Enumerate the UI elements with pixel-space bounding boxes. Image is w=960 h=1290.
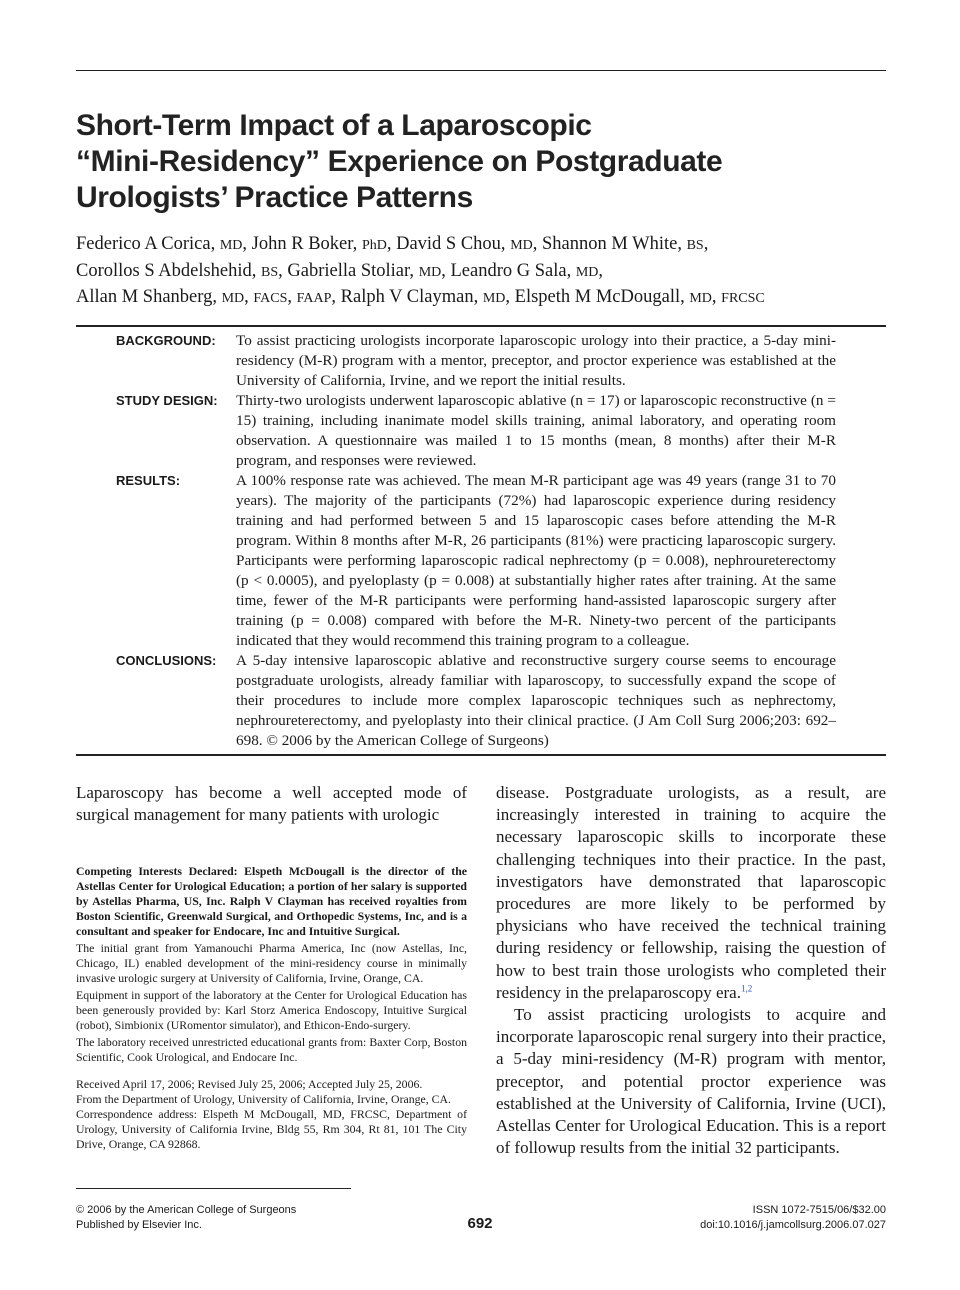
grant-note: The initial grant from Yamanouchi Pharma America, Inc (now Astellas, Inc, Chicago, IL) enabled development of the mini-residency course in minimally invasive urologic surgery at University of California, Irvine, Orange, CA. bbox=[76, 941, 467, 985]
footer-rule bbox=[76, 1188, 351, 1189]
body-paragraph: To assist practicing urologists to acquire and incorporate laparoscopic renal surgery into their practice, a 5-day mini-residency (M-R) program with mentor, preceptor, and potential proctor experience was established at the University of California, Irvine (UCI), Astellas Center for Urological Education. This is a report of followup results from the initial 32 participants. bbox=[496, 1005, 886, 1158]
right-column bbox=[496, 782, 886, 1159]
footer-right bbox=[700, 1203, 886, 1233]
footnotes bbox=[76, 864, 467, 1152]
author-name: , Ralph V Clayman, bbox=[331, 287, 483, 307]
body-paragraph: Laparoscopy has become a well accepted mode of surgical management for many patients with urologic bbox=[76, 783, 467, 825]
author-degree: PhD bbox=[361, 238, 387, 253]
author-name: , Shannon M White, bbox=[532, 234, 687, 254]
note-spacer bbox=[76, 1067, 467, 1077]
author-line-1 bbox=[76, 232, 876, 259]
equipment-note: Equipment in support of the laboratory at the Center for Urological Education has been generously provided by: Karl Storz America Endoscopy, Intuitive Surgical (robot), Simbionix (URomentor simulator), and Ethicon-Endo-surgery. bbox=[76, 988, 467, 1032]
correspondence-note: Correspondence address: Elspeth M McDougall, MD, FRCSC, Department of Urology, University of California Irvine, Bldg 55, Rm 304, Rt 81, 101 The City Drive, Orange, CA 92868. bbox=[76, 1107, 467, 1151]
author-name: Federico A Corica, bbox=[76, 234, 220, 254]
author-degree: FACS bbox=[253, 291, 288, 306]
author-separator: , bbox=[703, 234, 709, 254]
educational-grants-note: The laboratory received unrestricted educational grants from: Baxter Corp, Boston Scientific, Cook Urological, and Endocare Inc. bbox=[76, 1035, 467, 1064]
author-name: Corollos S Abdelshehid, bbox=[76, 260, 262, 281]
top-rule bbox=[76, 70, 886, 71]
author-list bbox=[76, 232, 876, 312]
author-degree: MD bbox=[221, 291, 245, 306]
author-separator: , bbox=[711, 287, 722, 307]
reference-link[interactable]: 1,2 bbox=[740, 983, 753, 994]
author-degree: FAAP bbox=[296, 291, 332, 306]
conclusions-text: A 5-day intensive laparoscopic ablative and reconstructive surgery course seems to encourage postgraduate urologists, already familiar with laparoscopy, to successfully expand the scope of their procedures to include more complex laparoscopic techniques such as nephrectomy, nephroureterectomy, and pyeloplasty into their clinical practice. (J Am Coll Surg 2006;203: 692–698. © 2006 by the American College of Surgeons) bbox=[236, 652, 836, 749]
study-design-text: Thirty-two urologists underwent laparoscopic ablative (n = 17) or laparoscopic reconstructive (n = 15) training, including inanimate model skills training, animal laboratory, and operating room observation. A questionnaire was mailed 1 to 15 months (mean, 8 months) after their M-R program, and responses were reviewed. bbox=[236, 392, 836, 469]
author-name: , Elspeth M McDougall, bbox=[505, 287, 690, 307]
competing-interests-note: Competing Interests Declared: Elspeth McDougall is the director of the Astellas Center for Urological Education; a portion of her salary is supported by Astellas Pharma, US, Inc. Ralph V Clayman has received royalties from Boston Scientific, Greenwald Surgical, and Orthopedic Systems, Inc, and is a consultant and speaker for Endocare, Inc and Intuitive Surgical. bbox=[76, 864, 467, 938]
author-degree: FRCSC bbox=[721, 291, 765, 306]
author-name: , John R Boker, bbox=[242, 234, 362, 254]
body-paragraph-text: disease. Postgraduate urologists, as a result, are increasingly interested in training to acquire the necessary laparoscopic skills to incorporate these challenging techniques into their practice. In the past, investigators have demonstrated that laparoscopic procedures are more likely to be performed by physicians who have received the technical training during residency or fellowship, raising the question of how to best train those urologists who completed their residency in the prelaparoscopy era. bbox=[496, 783, 886, 1002]
author-name: , Gabriella Stoliar, bbox=[278, 260, 419, 281]
author-degree: MD bbox=[575, 264, 599, 280]
footer-left bbox=[76, 1203, 296, 1233]
author-separator: , bbox=[287, 287, 297, 307]
title-line-3: Urologists’ Practice Patterns bbox=[76, 181, 473, 214]
article-title bbox=[76, 108, 876, 216]
title-line-1: Short-Term Impact of a Laparoscopic bbox=[76, 109, 592, 142]
results-label: RESULTS: bbox=[116, 473, 181, 488]
author-name: , David S Chou, bbox=[386, 234, 511, 254]
study-design-label: STUDY DESIGN: bbox=[116, 393, 218, 408]
author-degree: MD bbox=[689, 291, 712, 306]
doi-text: doi:10.1016/j.jamcollsurg.2006.07.027 bbox=[700, 1219, 886, 1231]
body-paragraph bbox=[496, 782, 886, 1004]
background-label: BACKGROUND: bbox=[116, 333, 216, 348]
copyright-text: © 2006 by the American College of Surgeons bbox=[76, 1204, 297, 1216]
abstract-bottom-rule bbox=[76, 754, 886, 756]
page-number: 692 bbox=[467, 1215, 493, 1232]
title-line-2: “Mini-Residency” Experience on Postgraduate bbox=[76, 145, 723, 178]
author-degree: BS bbox=[261, 264, 279, 280]
author-degree: MD bbox=[482, 291, 506, 306]
background-text: To assist practicing urologists incorporate laparoscopic urology into their practice, a 5-day mini-residency (M-R) program with a mentor, preceptor, and proctor experience was established at the University of California, Irvine, and we report the initial results. bbox=[236, 332, 836, 389]
author-degree: MD bbox=[418, 264, 442, 280]
author-line-2 bbox=[76, 259, 876, 286]
department-note: From the Department of Urology, University of California, Irvine, Orange, CA. bbox=[76, 1092, 452, 1106]
left-column bbox=[76, 782, 467, 826]
received-note: Received April 17, 2006; Revised July 25, 2006; Accepted July 25, 2006. bbox=[76, 1077, 423, 1091]
author-degree: BS bbox=[686, 238, 704, 253]
author-separator: , bbox=[244, 287, 254, 307]
author-name: , Leandro G Sala, bbox=[441, 260, 576, 281]
author-line-3 bbox=[76, 285, 876, 312]
conclusions-label: CONCLUSIONS: bbox=[116, 653, 217, 668]
author-degree: MD bbox=[219, 238, 243, 253]
author-separator: , bbox=[598, 260, 604, 281]
issn-text: ISSN 1072-7515/06/$32.00 bbox=[752, 1204, 886, 1216]
results-text: A 100% response rate was achieved. The mean M-R participant age was 49 years (range 31 to 70 years). The majority of the participants (72%) had laparoscopic experience during residency training and had performed between 5 and 15 laparoscopic cases before attending the M-R program. Within 8 months after M-R, 26 participants (81%) were practicing laparoscopic surgery. Participants were performing laparoscopic radical nephrectomy (p = 0.008), nephroureterectomy (p < 0.0005), and pyeloplasty (p = 0.008) at substantially higher rates after training. At the same time, fewer of the M-R participants were performing hand-assisted laparoscopic surgery after training (p = 0.008) compared with before the M-R. Ninety-two percent of the participants indicated that they would recommend this training program to a colleague. bbox=[236, 472, 836, 649]
abstract-top-rule bbox=[76, 325, 886, 327]
author-name: Allan M Shanberg, bbox=[76, 287, 222, 307]
publisher-text: Published by Elsevier Inc. bbox=[76, 1219, 202, 1231]
author-degree: MD bbox=[510, 238, 533, 253]
